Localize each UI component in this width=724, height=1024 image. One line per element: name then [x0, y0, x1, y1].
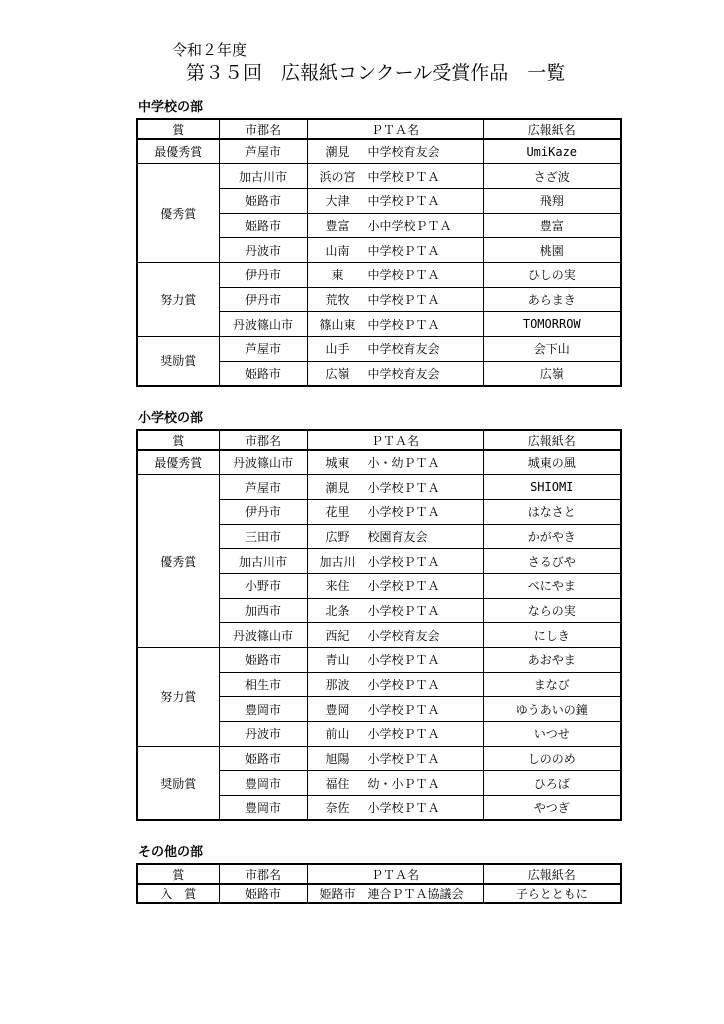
pta-place: 来住 — [325, 579, 350, 594]
column-header: 広報紙名 — [483, 119, 621, 139]
pta-organization: 小学校ＰＴＡ — [367, 727, 440, 742]
pta-place: 青山 — [325, 653, 350, 668]
column-header: 市郡名 — [219, 119, 307, 139]
city-cell: 姫路市 — [219, 213, 307, 238]
pta-place: 荒牧 — [325, 292, 350, 307]
city-cell: 丹波市 — [219, 238, 307, 263]
paper-name-cell: 桃園 — [483, 238, 621, 263]
pta-cell — [307, 188, 483, 213]
paper-name-cell: ならの実 — [483, 598, 621, 623]
pta-cell — [307, 499, 483, 524]
pta-organization: 小学校ＰＴＡ — [367, 702, 440, 717]
paper-name-cell: SHIOMI — [483, 475, 621, 500]
award-cell: 最優秀賞 — [137, 139, 219, 164]
pta-place: 豊富 — [325, 218, 350, 233]
pta-cell — [307, 697, 483, 722]
pta-cell — [307, 549, 483, 574]
pta-organization: 小学校ＰＴＡ — [367, 653, 440, 668]
pta-cell — [307, 475, 483, 500]
pta-place: 篠山東 — [319, 317, 356, 332]
city-cell: 加西市 — [219, 598, 307, 623]
pta-cell — [307, 262, 483, 287]
table-row — [137, 450, 621, 475]
city-cell: 伊丹市 — [219, 262, 307, 287]
city-cell: 姫路市 — [219, 188, 307, 213]
pta-cell — [307, 450, 483, 475]
pta-cell — [307, 238, 483, 263]
pta-cell — [307, 337, 483, 362]
pta-place: 潮見 — [325, 480, 350, 495]
award-cell: 優秀賞 — [137, 164, 219, 263]
pta-cell — [307, 648, 483, 673]
pta-organization: 連合ＰＴＡ協議会 — [367, 887, 464, 901]
paper-name-cell: かがやき — [483, 524, 621, 549]
award-cell: 最優秀賞 — [137, 450, 219, 475]
award-cell: 奨励賞 — [137, 337, 219, 386]
pta-place: 山手 — [325, 342, 350, 357]
awards-table — [136, 863, 622, 904]
paper-name-cell: やつぎ — [483, 796, 621, 821]
pta-place: 北条 — [325, 603, 350, 618]
column-header: 広報紙名 — [483, 864, 621, 884]
pta-cell — [307, 884, 483, 903]
section-label: 中学校の部 — [138, 100, 204, 115]
column-header: 賞 — [137, 864, 219, 884]
paper-name-cell: 子らとともに — [483, 884, 621, 903]
city-cell: 姫路市 — [219, 884, 307, 903]
pta-cell — [307, 623, 483, 648]
pta-cell — [307, 722, 483, 747]
city-cell: 三田市 — [219, 524, 307, 549]
city-cell: 伊丹市 — [219, 499, 307, 524]
pta-place: 姫路市 — [319, 887, 356, 901]
table-header-row — [137, 430, 621, 450]
pta-cell — [307, 672, 483, 697]
city-cell: 丹波篠山市 — [219, 312, 307, 337]
pta-organization: 中学校育友会 — [367, 342, 440, 357]
pta-place: 広嶺 — [325, 366, 350, 381]
pta-place: 山南 — [325, 243, 350, 258]
pta-organization: 小学校ＰＴＡ — [367, 505, 440, 520]
table-row — [137, 475, 621, 500]
pta-organization: 小学校ＰＴＡ — [367, 554, 440, 569]
pta-cell — [307, 524, 483, 549]
city-cell: 小野市 — [219, 573, 307, 598]
fiscal-year: 令和２年度 — [172, 41, 248, 59]
paper-name-cell: ひしの実 — [483, 262, 621, 287]
table-row — [137, 648, 621, 673]
awards-table — [136, 429, 622, 821]
paper-name-cell: 飛翔 — [483, 188, 621, 213]
city-cell: 加古川市 — [219, 549, 307, 574]
pta-organization: 小学校ＰＴＡ — [367, 678, 440, 693]
paper-name-cell: べにやま — [483, 573, 621, 598]
section-label: 小学校の部 — [138, 411, 204, 426]
page-title: 第３５回 広報紙コンクール受賞作品 一覧 — [186, 62, 566, 84]
pta-place: 加古川 — [319, 554, 356, 569]
pta-cell — [307, 213, 483, 238]
paper-name-cell: さざ波 — [483, 164, 621, 189]
pta-cell — [307, 796, 483, 821]
pta-organization: 幼・小ＰＴＡ — [367, 776, 440, 791]
pta-cell — [307, 746, 483, 771]
pta-organization: 中学校ＰＴＡ — [367, 243, 440, 258]
awards-table — [136, 118, 622, 387]
city-cell: 豊岡市 — [219, 771, 307, 796]
pta-organization: 小学校ＰＴＡ — [367, 603, 440, 618]
pta-organization: 小学校育友会 — [367, 628, 440, 643]
pta-cell — [307, 771, 483, 796]
city-cell: 姫路市 — [219, 648, 307, 673]
pta-place: 潮見 — [325, 145, 350, 160]
city-cell: 相生市 — [219, 672, 307, 697]
award-cell: 奨励賞 — [137, 746, 219, 820]
paper-name-cell: 広嶺 — [483, 361, 621, 386]
column-header: 市郡名 — [219, 864, 307, 884]
pta-cell — [307, 164, 483, 189]
city-cell: 芦屋市 — [219, 139, 307, 164]
paper-name-cell: 豊富 — [483, 213, 621, 238]
pta-organization: 中学校ＰＴＡ — [367, 292, 440, 307]
award-cell: 入 賞 — [137, 884, 219, 903]
award-cell: 努力賞 — [137, 262, 219, 336]
pta-place: 花里 — [325, 505, 350, 520]
city-cell: 芦屋市 — [219, 475, 307, 500]
table-row — [137, 746, 621, 771]
paper-name-cell: いつせ — [483, 722, 621, 747]
pta-organization: 中学校ＰＴＡ — [367, 169, 440, 184]
paper-name-cell: あおやま — [483, 648, 621, 673]
pta-organization: 小学校ＰＴＡ — [367, 579, 440, 594]
award-cell: 優秀賞 — [137, 475, 219, 648]
paper-name-cell: あらまき — [483, 287, 621, 312]
pta-organization: 小学校ＰＴＡ — [367, 480, 440, 495]
table-row — [137, 262, 621, 287]
paper-name-cell: 会下山 — [483, 337, 621, 362]
paper-name-cell: TOMORROW — [483, 312, 621, 337]
pta-organization: 中学校育友会 — [367, 145, 440, 160]
pta-place: 奈佐 — [325, 801, 350, 816]
pta-cell — [307, 598, 483, 623]
pta-organization: 中学校ＰＴＡ — [367, 194, 440, 209]
city-cell: 伊丹市 — [219, 287, 307, 312]
pta-organization: 小中学校ＰＴＡ — [367, 218, 452, 233]
pta-place: 前山 — [325, 727, 350, 742]
city-cell: 豊岡市 — [219, 697, 307, 722]
paper-name-cell: さるびや — [483, 549, 621, 574]
paper-name-cell: しののめ — [483, 746, 621, 771]
pta-organization: 校園育友会 — [367, 529, 428, 544]
table-header-row — [137, 119, 621, 139]
pta-place: 広野 — [325, 529, 350, 544]
column-header: ＰＴＡ名 — [307, 430, 483, 450]
pta-place: 大津 — [325, 194, 350, 209]
pta-place: 城東 — [325, 456, 350, 471]
paper-name-cell: ゆうあいの鐘 — [483, 697, 621, 722]
pta-organization: 中学校ＰＴＡ — [367, 317, 440, 332]
pta-organization: 中学校ＰＴＡ — [367, 268, 440, 283]
city-cell: 丹波篠山市 — [219, 450, 307, 475]
pta-place: 浜の宮 — [319, 169, 356, 184]
pta-place: 東 — [331, 268, 344, 283]
pta-organization: 小学校ＰＴＡ — [367, 801, 440, 816]
pta-cell — [307, 573, 483, 598]
paper-name-cell: UmiKaze — [483, 139, 621, 164]
table-row — [137, 884, 621, 903]
pta-organization: 小学校ＰＴＡ — [367, 752, 440, 767]
city-cell: 丹波篠山市 — [219, 623, 307, 648]
section-label: その他の部 — [138, 845, 204, 860]
column-header: 広報紙名 — [483, 430, 621, 450]
paper-name-cell: にしき — [483, 623, 621, 648]
pta-place: 豊岡 — [325, 702, 350, 717]
pta-place: 那波 — [325, 678, 350, 693]
paper-name-cell: はなさと — [483, 499, 621, 524]
pta-cell — [307, 312, 483, 337]
column-header: 賞 — [137, 119, 219, 139]
title-block — [172, 40, 565, 86]
pta-cell — [307, 139, 483, 164]
city-cell: 姫路市 — [219, 746, 307, 771]
paper-name-cell: 城東の風 — [483, 450, 621, 475]
table-row — [137, 139, 621, 164]
pta-organization: 小・幼ＰＴＡ — [367, 456, 440, 471]
paper-name-cell: ひろば — [483, 771, 621, 796]
award-cell: 努力賞 — [137, 648, 219, 747]
city-cell: 姫路市 — [219, 361, 307, 386]
pta-place: 西紀 — [325, 628, 350, 643]
column-header: 市郡名 — [219, 430, 307, 450]
pta-cell — [307, 287, 483, 312]
table-row — [137, 337, 621, 362]
paper-name-cell: まなび — [483, 672, 621, 697]
pta-place: 福住 — [325, 776, 350, 791]
table-row — [137, 164, 621, 189]
city-cell: 丹波市 — [219, 722, 307, 747]
pta-cell — [307, 361, 483, 386]
column-header: 賞 — [137, 430, 219, 450]
column-header: ＰＴＡ名 — [307, 864, 483, 884]
city-cell: 芦屋市 — [219, 337, 307, 362]
city-cell: 加古川市 — [219, 164, 307, 189]
table-header-row — [137, 864, 621, 884]
pta-organization: 中学校育友会 — [367, 366, 440, 381]
city-cell: 豊岡市 — [219, 796, 307, 821]
column-header: ＰＴＡ名 — [307, 119, 483, 139]
pta-place: 旭陽 — [325, 752, 350, 767]
